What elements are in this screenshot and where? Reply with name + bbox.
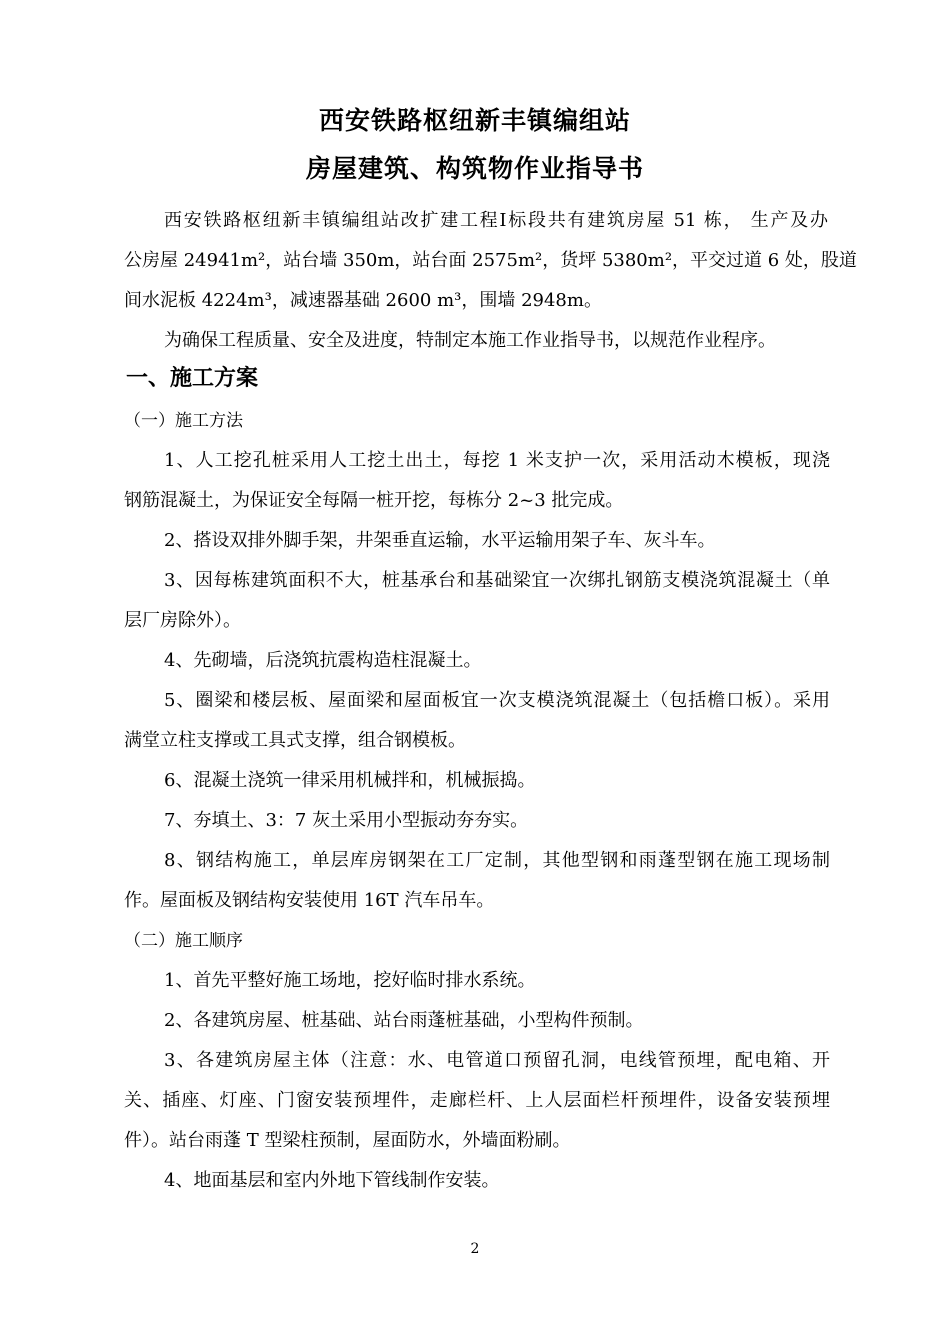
method-item-3-line-2: 层厂房除外）。	[124, 610, 241, 631]
title-line-2: 房屋建筑、构筑物作业指导书	[305, 154, 644, 183]
intro-paragraph-line-2: 公房屋 24941m²，站台墙 350m，站台面 2575m²，货坪 5380m²，平交过道 6 处，股道	[124, 250, 857, 271]
order-item-2: 2、各建筑房屋、桩基础、站台雨蓬桩基础，小型构件预制。	[164, 1010, 644, 1031]
subsection-heading-order: （二）施工顺序	[124, 931, 243, 951]
method-item-8-line-1: 8、钢结构施工，单层库房钢架在工厂定制，其他型钢和雨蓬型钢在施工现场制	[164, 850, 830, 871]
subsection-heading-method: （一）施工方法	[124, 411, 243, 431]
method-item-1-line-1: 1、人工挖孔桩采用人工挖土出土，每挖 1 米支护一次，采用活动木模板，现浇	[164, 450, 830, 471]
section-heading: 一、施工方案	[126, 366, 259, 391]
intro-paragraph-2: 为确保工程质量、安全及进度，特制定本施工作业指导书，以规范作业程序。	[164, 330, 776, 351]
method-item-4: 4、先砌墙，后浇筑抗震构造柱混凝土。	[164, 650, 482, 671]
method-item-8-line-2: 作。屋面板及钢结构安装使用 16T 汽车吊车。	[124, 890, 495, 911]
method-item-6: 6、混凝土浇筑一律采用机械拌和，机械振捣。	[164, 770, 536, 791]
method-item-7: 7、夯填土、3：7 灰土采用小型振动夯夯实。	[164, 810, 529, 831]
order-item-1: 1、首先平整好施工场地，挖好临时排水系统。	[164, 970, 536, 991]
order-item-3-line-3: 件）。站台雨蓬 T 型梁柱预制，屋面防水，外墙面粉刷。	[124, 1130, 571, 1151]
method-item-5-line-2: 满堂立柱支撑或工具式支撑，组合钢模板。	[124, 730, 466, 751]
intro-paragraph-line-1: 西安铁路枢纽新丰镇编组站改扩建工程Ⅰ标段共有建筑房屋 51 栋， 生产及办	[164, 210, 828, 231]
method-item-2: 2、搭设双排外脚手架，井架垂直运输，水平运输用架子车、灰斗车。	[164, 530, 716, 551]
method-item-5-line-1: 5、圈梁和楼层板、屋面梁和屋面板宜一次支模浇筑混凝土（包括檐口板）。采用	[164, 690, 830, 711]
order-item-3-line-1: 3、各建筑房屋主体（注意：水、电管道口预留孔洞，电线管预埋，配电箱、开	[164, 1050, 830, 1071]
title-line-1: 西安铁路枢纽新丰镇编组站	[318, 106, 631, 135]
method-item-3-line-1: 3、因每栋建筑面积不大，桩基承台和基础梁宜一次绑扎钢筋支模浇筑混凝土（单	[164, 570, 830, 591]
order-item-3-line-2: 关、插座、灯座、门窗安装预埋件，走廊栏杆、上人层面栏杆预埋件，设备安装预埋	[124, 1090, 830, 1111]
page-number: 2	[470, 1241, 480, 1257]
intro-paragraph-line-3: 间水泥板 4224m³，减速器基础 2600 m³，围墙 2948m。	[124, 290, 602, 311]
order-item-4: 4、地面基层和室内外地下管线制作安装。	[164, 1170, 500, 1191]
method-item-1-line-2: 钢筋混凝土，为保证安全每隔一桩开挖，每栋分 2~3 批完成。	[124, 490, 624, 511]
